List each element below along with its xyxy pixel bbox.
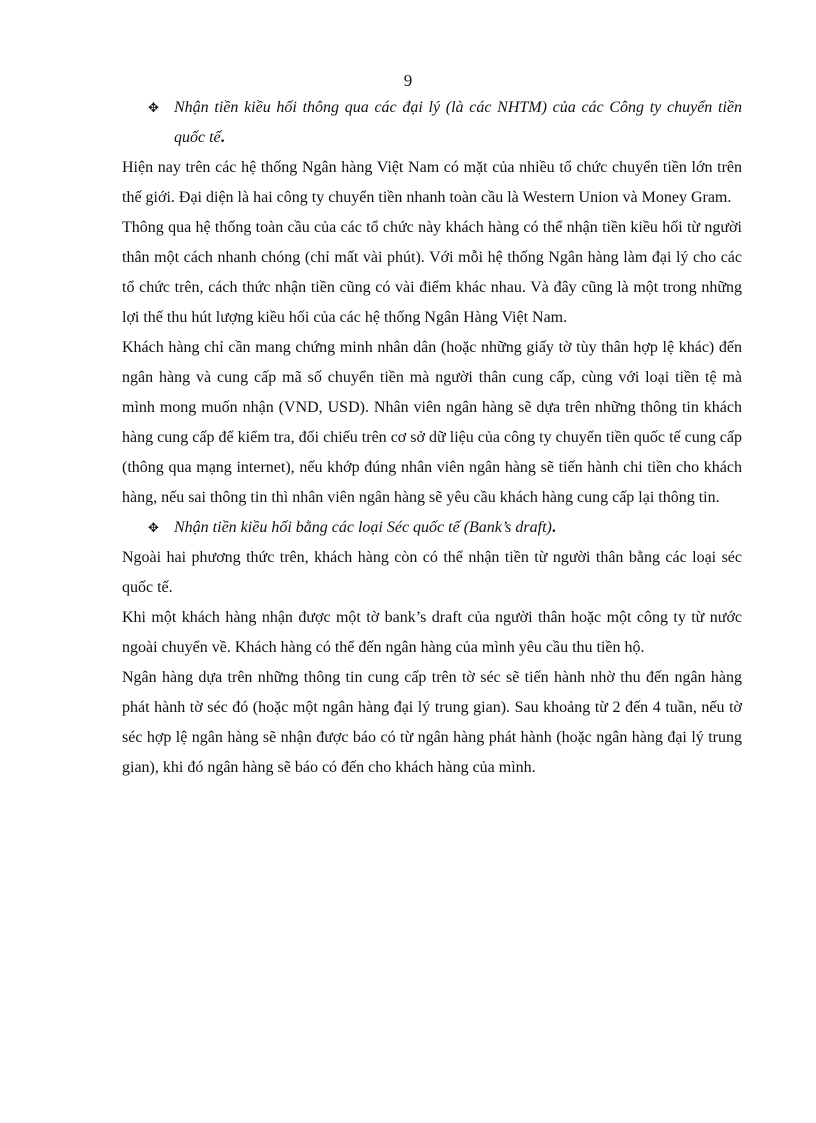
paragraph-customer-procedure: Khách hàng chỉ cần mang chứng minh nhân dân (hoặc những giấy tờ tùy thân hợp lệ khác) đến ngân hàng và cung cấp mã số chuyển tiền mà người thân cung cấp, cùng với loại tiền tệ mà mình mong muốn nhận (VND, USD). Nhân viên ngân hàng sẽ dựa trên những thông tin khách hàng cung cấp để kiểm tra, đối chiếu trên cơ sở dữ liệu của công ty chuyển tiền quốc tế cung cấp (thông qua mạng internet), nếu khớp đúng nhân viên ngân hàng sẽ tiến hành chi tiền cho khách hàng, nếu sai thông tin thì nhân viên ngân hàng sẽ yêu cầu khách hàng cung cấp lại thông tin. [122, 339, 742, 506]
paragraph-global-system: Thông qua hệ thống toàn cầu của các tổ chức này khách hàng có thể nhận tiền kiều hối từ người thân một cách nhanh chóng (chỉ mất vài phút). Với mỗi hệ thống Ngân hàng làm đại lý cho các tổ chức trên, cách thức nhận tiền cũng có vài điểm khác nhau. Và đây cũng là một trong những lợi thế thu hút lượng kiều hối của các hệ thống Ngân Hàng Việt Nam. [122, 219, 742, 326]
bullet-item-agent-receipt [122, 93, 742, 153]
page-number: 9 [403, 71, 413, 90]
paragraph-international-cheques: Ngoài hai phương thức trên, khách hàng còn có thể nhận tiền từ người thân bằng các loại séc quốc tế. [122, 549, 742, 596]
bullet-period: . [220, 129, 225, 146]
bullet-item-bank-draft [122, 513, 742, 543]
bullet-text: Nhận tiền kiều hối bằng các loại Séc quốc tế (Bank’s draft) [174, 519, 552, 536]
document-body [122, 93, 742, 783]
bullet-text: Nhận tiền kiều hối thông qua các đại lý (là các NHTM) của các Công ty chuyển tiền quốc tế [174, 99, 742, 146]
paragraph-collection-process: Ngân hàng dựa trên những thông tin cung cấp trên tờ séc sẽ tiến hành nhờ thu đến ngân hàng phát hành tờ séc đó (hoặc một ngân hàng đại lý trung gian). Sau khoảng từ 2 đến 4 tuần, nếu tờ séc hợp lệ ngân hàng sẽ nhận được báo có từ ngân hàng phát hành (hoặc ngân hàng đại lý trung gian), khi đó ngân hàng sẽ báo có đến cho khách hàng của mình. [122, 669, 742, 776]
bullet-period: . [551, 519, 556, 536]
diamond-bullet-icon: ✥ [148, 520, 159, 535]
diamond-bullet-icon: ✥ [148, 100, 159, 115]
paragraph-transfer-organizations: Hiện nay trên các hệ thống Ngân hàng Việt Nam có mặt của nhiều tổ chức chuyển tiền lớn trên thế giới. Đại diện là hai công ty chuyển tiền nhanh toàn cầu là Western Union và Money Gram. [122, 159, 742, 206]
paragraph-bank-draft-receipt: Khi một khách hàng nhận được một tờ bank’s draft của người thân hoặc một công ty từ nước ngoài chuyển về. Khách hàng có thể đến ngân hàng của mình yêu cầu thu tiền hộ. [122, 609, 742, 656]
